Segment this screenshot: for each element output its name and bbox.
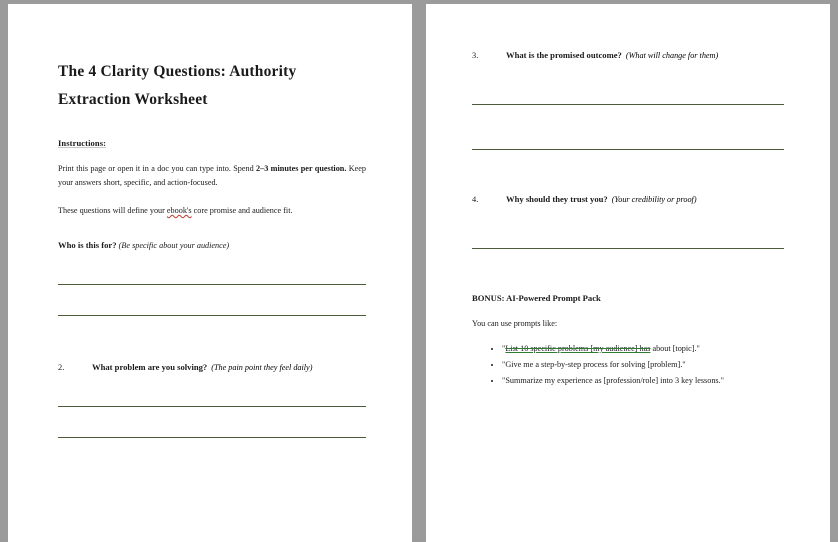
bonus-intro: You can use prompts like: <box>472 319 558 328</box>
instructions-paragraph-2 <box>58 204 366 218</box>
prompt-list <box>472 341 784 389</box>
answer-line[interactable] <box>58 437 366 438</box>
instructions-time-emphasis: 2–3 minutes per question. <box>256 164 347 173</box>
question-block-3 <box>472 50 784 150</box>
document-page-1 <box>8 4 412 542</box>
question-3-hint: (What will change for them) <box>625 51 719 60</box>
question-1-hint: (Be specific about your audience) <box>118 241 230 250</box>
instructions-p2-part-2: core promise and audience fit. <box>191 206 293 215</box>
list-item <box>502 341 784 357</box>
instructions-paragraph-1 <box>58 162 366 190</box>
question-block-1 <box>58 240 366 316</box>
grammar-flagged-phrase[interactable]: List 10 specific problems [my audience] has <box>505 344 651 353</box>
question-block-4 <box>472 194 784 249</box>
instructions-label: Instructions: <box>58 138 107 148</box>
bonus-heading: BONUS: AI-Powered Prompt Pack <box>472 293 601 303</box>
question-3-text: What is the promised outcome? <box>506 50 622 60</box>
question-4-text: Why should they trust you? <box>506 194 608 204</box>
answer-line[interactable] <box>472 104 784 105</box>
question-4-hint: (Your credibility or proof) <box>611 195 697 204</box>
answer-line[interactable] <box>58 284 366 285</box>
prompt-3-text: "Summarize my experience as [profession/role] into 3 key lessons." <box>502 376 725 385</box>
answer-line[interactable] <box>472 149 784 150</box>
list-item <box>502 357 784 373</box>
question-2-text: What problem are you solving? <box>92 362 208 372</box>
question-1-text: Who is this for? <box>58 240 117 250</box>
document-page-2 <box>426 4 830 542</box>
question-3-number: 3. <box>472 51 479 60</box>
page-title <box>58 58 366 114</box>
page-title-line-1: The 4 Clarity Questions: Authority <box>58 63 297 80</box>
question-2-number: 2. <box>58 363 65 372</box>
question-4-number: 4. <box>472 195 479 204</box>
instructions-text-part-1: Print this page or open it in a doc you can type into. Spend <box>58 164 257 173</box>
question-2-heading <box>58 362 366 372</box>
answer-line[interactable] <box>58 406 366 407</box>
answer-line[interactable] <box>58 315 366 316</box>
instructions-p2-part-1: These questions will define your <box>58 206 167 215</box>
question-1-heading <box>58 240 366 250</box>
question-2-hint: (The pain point they feel daily) <box>211 363 313 372</box>
question-3-heading <box>472 50 784 60</box>
question-4-heading <box>472 194 784 204</box>
prompt-1-rest: about [topic]." <box>650 344 700 353</box>
question-block-2 <box>58 362 366 438</box>
prompt-open-quote: " <box>502 344 506 353</box>
list-item <box>502 373 784 389</box>
answer-line[interactable] <box>472 248 784 249</box>
page-title-line-2: Extraction Worksheet <box>58 91 208 108</box>
instructions-text-part-2: Keep your answers short, specific, and action-focused. <box>58 164 367 187</box>
spellcheck-flagged-word[interactable]: ebook's <box>166 206 192 215</box>
prompt-2-text: "Give me a step-by-step process for solving [problem]." <box>502 360 686 369</box>
